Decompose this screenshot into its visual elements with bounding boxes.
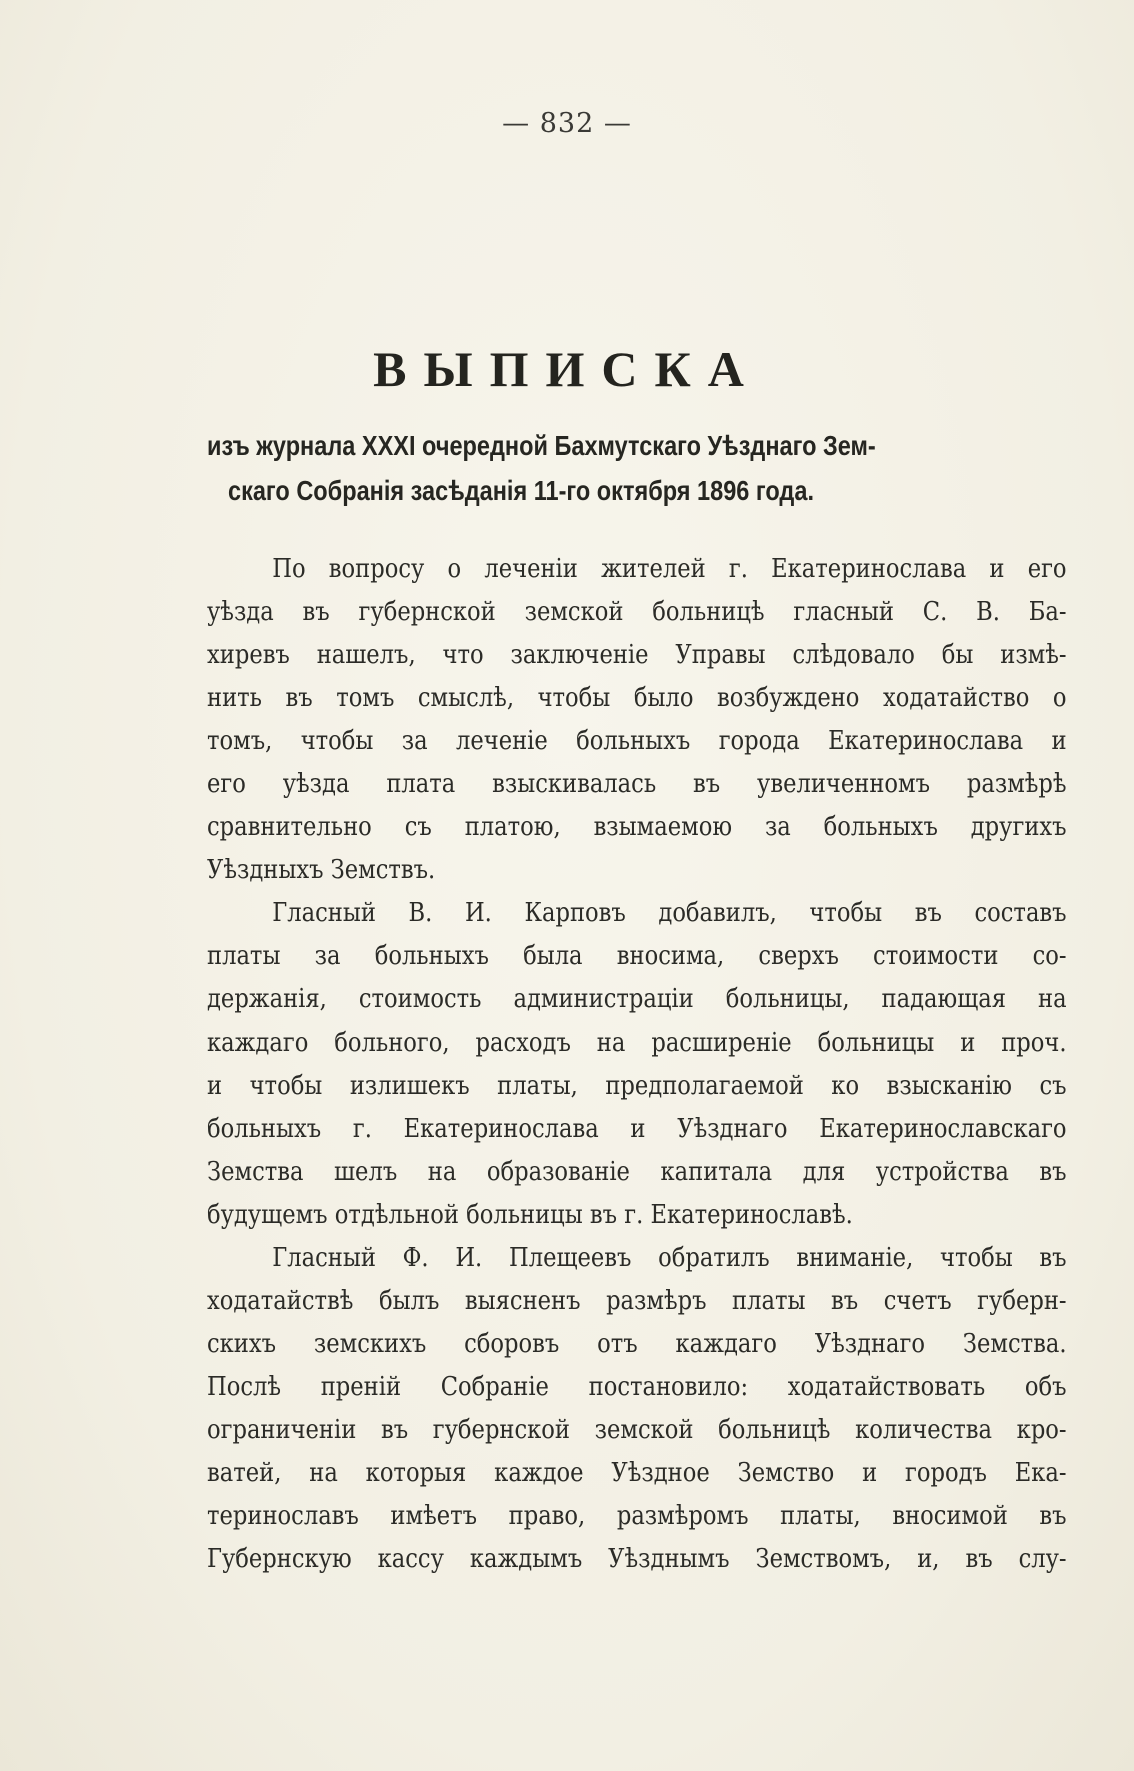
paragraph-2-line: держанія, стоимость администраціи больницы, падающая на [207,984,1067,1015]
body-text [207,548,1067,1581]
paragraph-2-line: каждаго больного, расходъ на расширеніе больницы и проч. [207,1027,1067,1058]
paragraph-1-line: Уѣздныхъ Земствъ. [207,855,436,886]
paragraph-3-line: Послѣ преній Собраніе постановило: ходатайствовать объ [207,1371,1067,1402]
paragraph-1-line: его уѣзда плата взыскивалась въ увеличенномъ размѣрѣ [207,769,1067,800]
paragraph-3-line: скихъ земскихъ сборовъ отъ каждаго Уѣзднаго Земства. [207,1328,1067,1359]
paragraph-2-line: платы за больныхъ была вносима, сверхъ стоимости со- [207,941,1067,972]
paragraph-1-line: уѣзда въ губернской земской больницѣ гласный С. В. Ба- [207,597,1067,628]
subtitle-line-1: изъ журнала XXXI очередной Бахмутскаго Уѣзднаго Зем- [207,430,876,461]
paragraph-1-line: сравнительно съ платою, взымаемою за больныхъ другихъ [207,812,1067,843]
paragraph-2-line: и чтобы излишекъ платы, предполагаемой ко взысканію съ [207,1070,1067,1101]
page-number: — 832 — [502,108,632,139]
paragraph-3-line: Губернскую кассу каждымъ Уѣзднымъ Земствомъ, и, въ слу- [207,1544,1067,1575]
paragraph-3-line: ходатайствѣ былъ выясненъ размѣръ платы въ счетъ губерн- [207,1285,1067,1316]
paragraph-2-line: Гласный В. И. Карповъ добавилъ, чтобы въ составъ [272,898,1067,929]
document-title: ВЫПИСКА [373,341,761,397]
paragraph-3-line: Гласный Ф. И. Плещеевъ обратилъ вниманіе, чтобы въ [272,1242,1067,1273]
paragraph-1-line: По вопросу о леченіи жителей г. Екатеринослава и его [272,554,1067,584]
paragraph-1-line: нить въ томъ смыслѣ, чтобы было возбуждено ходатайство о [207,683,1067,714]
paragraph-2-line: больныхъ г. Екатеринослава и Уѣзднаго Екатеринославскаго [207,1113,1067,1144]
paragraph-2-line: Земства шелъ на образованіе капитала для устройства въ [207,1156,1067,1187]
paragraph-2-line: будущемъ отдѣльной больницы въ г. Екатеринославѣ. [207,1199,853,1230]
paragraph-1-line: хиревъ нашелъ, что заключеніе Управы слѣдовало бы измѣ- [207,640,1067,671]
paragraph-3-line: ограниченіи въ губернской земской больницѣ количества кро- [207,1414,1067,1445]
paragraph-3-line: ватей, на которыя каждое Уѣздное Земство и городъ Ека- [207,1457,1067,1488]
subtitle-line-2: скаго Собранія засѣданія 11-го октября 1896 года. [228,475,814,506]
paragraph-3-line: теринославъ имѣетъ право, размѣромъ платы, вносимой въ [207,1501,1067,1532]
paragraph-1-line: томъ, чтобы за леченіе больныхъ города Екатеринослава и [207,726,1067,757]
